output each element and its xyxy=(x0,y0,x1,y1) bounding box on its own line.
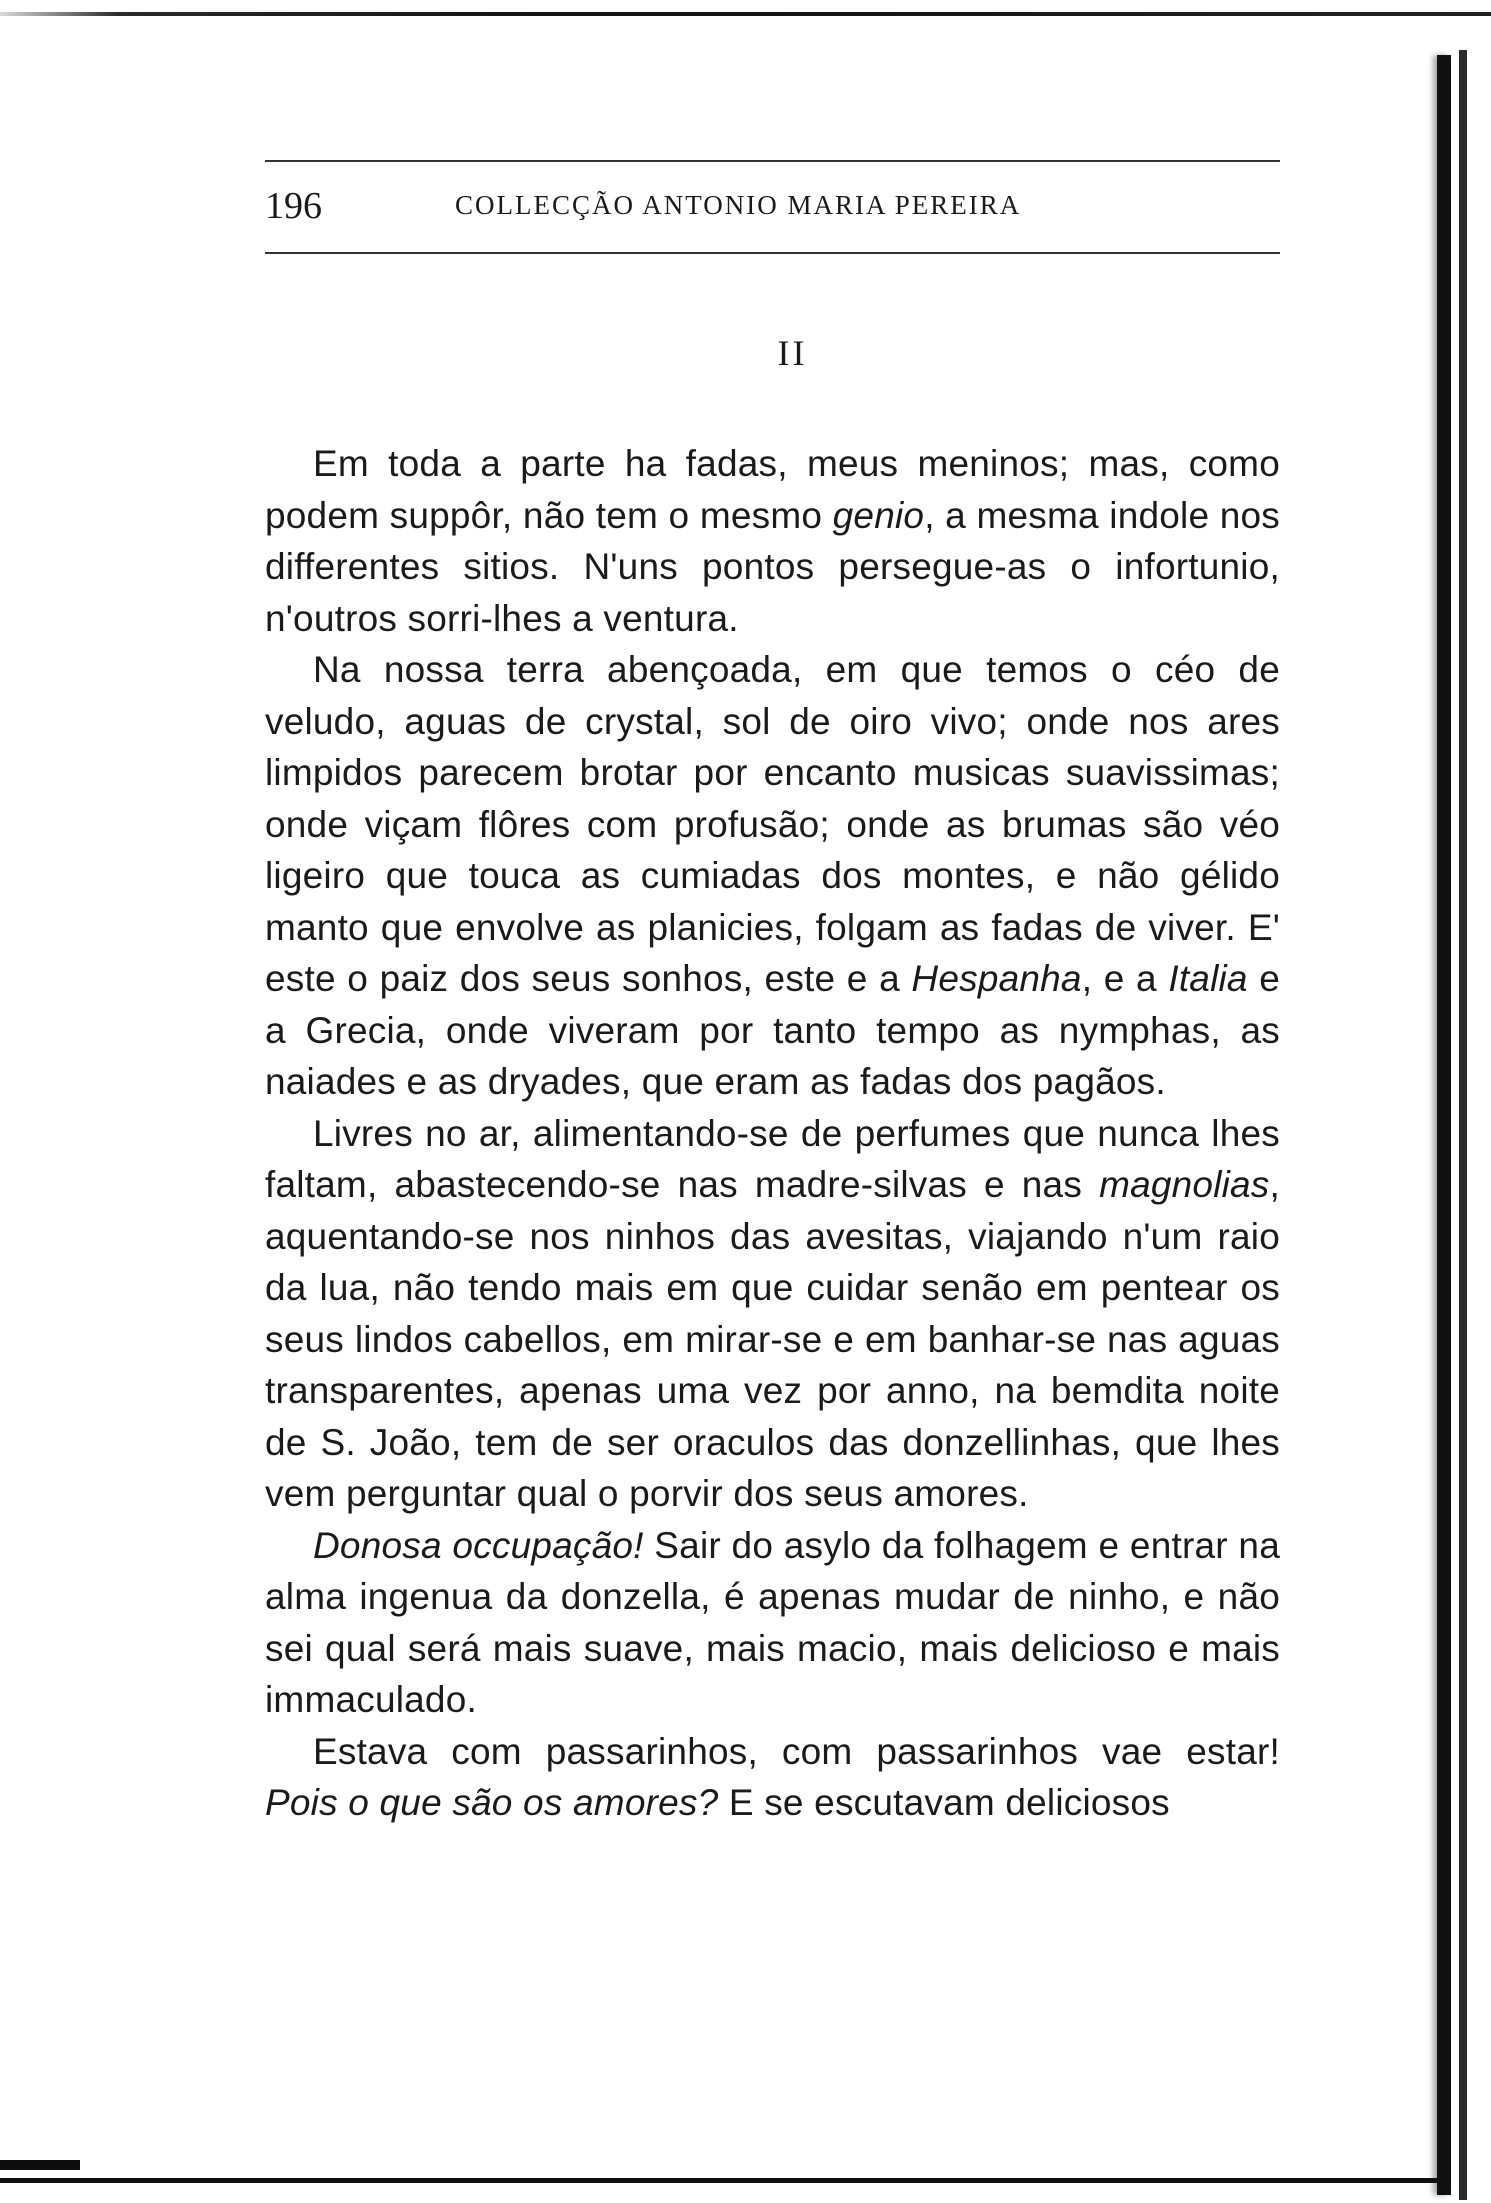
italic-run: genio xyxy=(832,494,925,536)
text-run: E se escutavam deliciosos xyxy=(718,1782,1170,1823)
paragraph xyxy=(265,644,1280,1108)
text-run: Livres no ar, alimentando-se de perfumes que nunca lhes faltam, abastecendo-se nas madre-silvas e nas xyxy=(265,1112,1280,1205)
paragraph xyxy=(265,1108,1280,1520)
italic-run: Pois o que são os amores? xyxy=(265,1782,719,1823)
text-run: , a mesma indole nos differentes sitios. N'uns pontos persegue-as o infortunio, n'outros sorri-lhes a ventura. xyxy=(265,494,1280,639)
scan-top-edge xyxy=(0,12,1491,16)
scan-bottom-corner xyxy=(0,2160,80,2170)
italic-run: Donosa occupação! xyxy=(313,1524,644,1566)
text-run: , e a xyxy=(1081,958,1169,999)
running-title: COLLECÇÃO ANTONIO MARIA PEREIRA xyxy=(455,190,1022,220)
paragraph xyxy=(265,1520,1280,1726)
text-run: Sair do asylo da folhagem e entrar na alma ingenua da donzella, é apenas mudar de ninho, e não sei qual será mais suave, mais macio, mais delicioso e mais immaculado. xyxy=(265,1524,1280,1720)
text-run: Estava com passarinhos, com passarinhos vae estar! xyxy=(313,1730,1280,1772)
italic-run: Hespanha xyxy=(911,958,1082,999)
italic-run: Italia xyxy=(1168,958,1248,999)
chapter-number: II xyxy=(777,333,808,373)
text-run: Em toda a parte ha fadas, meus meninos; mas, como podem suppôr, não tem o mesmo xyxy=(265,443,1280,536)
running-header xyxy=(265,160,1280,254)
text-run: Na nossa terra abençoada, em que temos o céo de veludo, aguas de crystal, sol de oiro vivo; onde nos ares limpidos parecem brotar por encanto musicas suavissimas; onde viçam flôres com profusão; onde as brumas são véo ligeiro que touca as cumiadas dos montes, e não gélido manto que envolve as planicies, folgam as fadas de viver. E' este o paiz dos seus sonhos, este e a xyxy=(265,649,1280,999)
scan-right-edge xyxy=(1437,55,1451,2195)
text-run: e a Grecia, onde viveram por tanto tempo as nymphas, as naiades e as dryades, que eram as fadas dos pagãos. xyxy=(265,958,1281,1102)
body-text xyxy=(265,438,1280,1829)
scan-bottom-edge xyxy=(0,2178,1450,2183)
page-number: 196 xyxy=(265,185,322,227)
scan-binding-shadow xyxy=(1459,50,1467,2200)
book-page xyxy=(265,160,1280,1829)
italic-run: magnolias xyxy=(1099,1164,1270,1205)
text-run: , aquentando-se nos ninhos das avesitas, viajando n'um raio da lua, não tendo mais em que cuidar senão em pentear os seus lindos cabellos, em mirar-se e em banhar-se nas aguas transparentes, apenas uma vez por anno, na bemdita noite de S. João, tem de ser oraculos das donzellinhas, que lhes vem perguntar qual o porvir dos seus amores. xyxy=(265,1164,1280,1514)
paragraph xyxy=(265,1726,1280,1829)
paragraph xyxy=(265,438,1280,644)
